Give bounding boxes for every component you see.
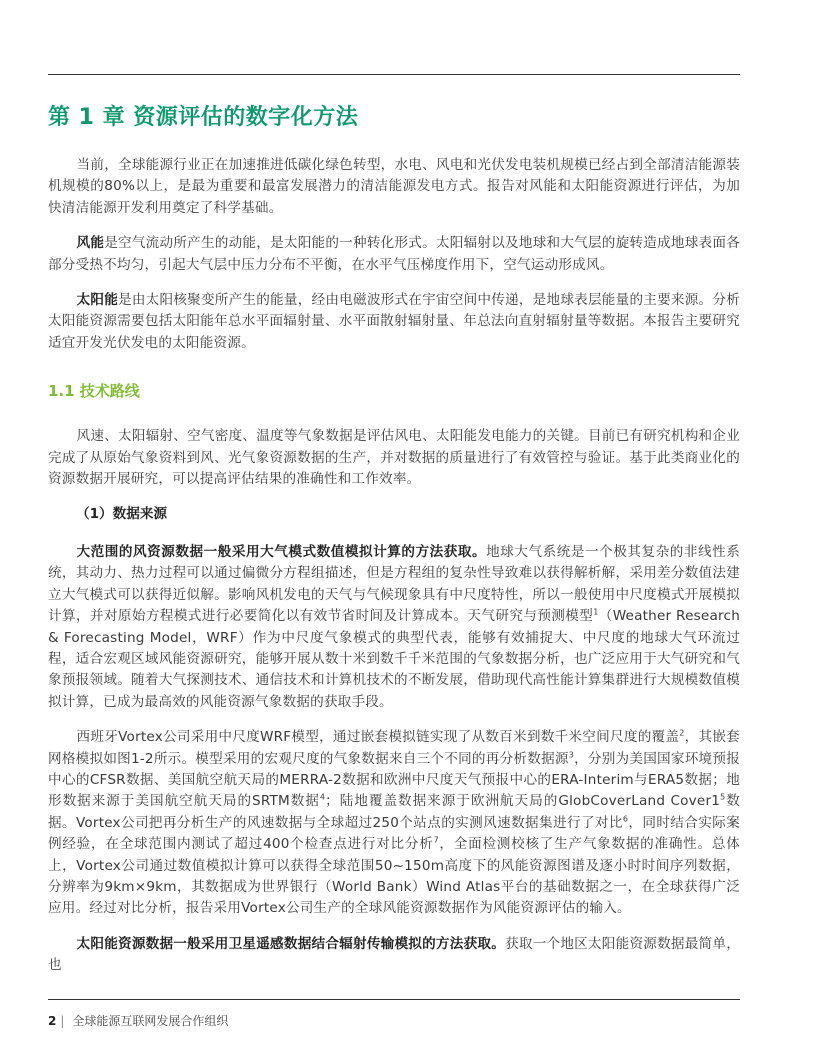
page-footer	[48, 1012, 740, 1030]
paragraph-wind-data	[48, 542, 740, 713]
footnote-ref[interactable]: 6	[622, 814, 629, 824]
term-solar-energy: 太阳能	[76, 292, 119, 309]
paragraph-text: 西班牙Vortex公司采用中尺度WRF模型，通过嵌套模拟链实现了从数百米到数千米空间尺度的覆盖	[76, 729, 680, 746]
key-sentence: 大范围的风资源数据一般采用大气模式数值模拟计算的方法获取。	[76, 543, 487, 560]
bottom-divider	[48, 999, 740, 1000]
paragraph-text: ，同时结合实际案例经验，在全球范围内测试了超过400个检查点进行对比分析	[48, 814, 740, 853]
footnote-ref[interactable]: 1	[593, 607, 599, 617]
paragraph-text: （Weather Research & Forecasting Model，WRF）作为中尺度气象模式的典型代表，能够有效捕捉大、中尺度的地球大气环流过程，适合宏观区域风能资源研究，能够开展从数十米到数千千米范围的气象数据分析，也广泛应用于大气研究和气象预报领域。随着大气探测技术、通信技术和计算机技术的不断发展，借助现代高性能计算集群进行大规模数值模拟计算，已成为最高效的风能资源气象数据的获取手段。	[48, 608, 741, 710]
paragraph-text: 地球大气系统是一个极其复杂的非线性系统，其动力、热力过程可以通过偏微分方程组描述，但是方程组的复杂性导致难以获得解析解，采用差分数值法建立大气模式可以获得近似解。影响风机发电的天气与气候现象具有中尺度特性，所以一般使用中尺度模式开展模拟计算，并对原始方程模式进行必要简化以有效节省时间及计算成本。天气研究与预测模型	[48, 543, 740, 625]
section-title: 1.1 技术路线	[48, 382, 140, 401]
paragraph-text: ，其嵌套网格模拟如图1-2所示。模型采用的宏观尺度的气象数据来自三个不同的再分析数据源	[48, 729, 740, 767]
subsection-title: （1）数据来源	[76, 506, 168, 523]
term-wind-energy: 风能	[76, 235, 105, 252]
paragraph-text: 获取一个地区太阳能资源数据最简单，也	[48, 935, 740, 974]
footnote-ref[interactable]: 5	[720, 792, 726, 802]
footnote-ref[interactable]: 2	[679, 728, 685, 738]
paragraph-text: 是由太阳核聚变所产生的能量，经由电磁波形式在宇宙空间中传递，是地球表层能量的主要来源。分析太阳能资源需要包括太阳能年总水平面辐射量、水平面散射辐射量、年总法向直射辐射量等数据。本报告主要研究适宜开发光伏发电的太阳能资源。	[48, 292, 740, 351]
paragraph-tech-route: 风速、太阳辐射、空气密度、温度等气象数据是评估风电、太阳能发电能力的关键。目前已有研究机构和企业完成了从原始气象资料到风、光气象资源数据的生产，并对数据的质量进行了有效管控与验证。基于此类商业化的资源数据开展研究，可以提高评估结果的准确性和工作效率。	[48, 428, 740, 488]
paragraph-solar-energy	[48, 290, 740, 354]
top-divider	[48, 74, 740, 75]
paragraph-solar-data	[48, 934, 740, 977]
footnote-ref[interactable]: 3	[568, 750, 575, 759]
footnote-ref[interactable]: 4	[319, 792, 326, 802]
paragraph-text: 数据。Vortex公司把再分析生产的风速数据与全球超过250个站点的实测风速数据集进行了对比	[48, 793, 740, 831]
paragraph-text: ，分别为美国国家环境预报中心的CFSR数据、美国航空航天局的MERRA-2数据和欧洲中尺度天气预报中心的ERA-Interim与ERA5数据；地形数据来源于美国航空航天局的SRTM数据	[48, 750, 740, 810]
key-sentence: 太阳能资源数据一般采用卫星遥感数据结合辐射传输模拟的方法获取。	[76, 935, 506, 952]
paragraph-text: ；陆地覆盖数据来源于欧洲航天局的GlobCoverLand Cover1	[325, 793, 721, 810]
paragraph-text: 是空气流动所产生的动能，是太阳能的一种转化形式。太阳辐射以及地球和大气层的旋转造成地球表面各部分受热不均匀，引起大气层中压力分布不平衡，在水平气压梯度作用下，空气运动形成风。	[48, 235, 740, 273]
paragraph-intro: 当前，全球能源行业正在加速推进低碳化绿色转型，水电、风电和光伏发电装机规模已经占到全部清洁能源装机规模的80%以上，是最为重要和最富发展潜力的清洁能源发电方式。报告对风能和太阳能资源进行评估，为加快清洁能源开发利用奠定了科学基础。	[48, 157, 740, 216]
paragraph-wind-energy	[48, 233, 740, 276]
chapter-title: 第 1 章 资源评估的数字化方法	[48, 105, 359, 130]
page-number: 2	[48, 1013, 57, 1028]
footnote-ref[interactable]: 7	[433, 835, 439, 845]
footer-organization: 全球能源互联网发展合作组织	[72, 1013, 229, 1028]
paragraph-text: ，全面检测校核了生产气象数据的准确性。总体上，Vortex公司通过数值模拟计算可以获得全球范围50~150m高度下的风能资源图谱及逐小时时间序列数据，分辨率为9km×9km，其数据成为世界银行（World Bank）Wind Atlas平台的基础数据之一，在全球获得广泛应用。经过对比分析，报告采用Vortex公司生产的全球风能资源数据作为风能资源评估的输入。	[48, 836, 740, 917]
footer-separator: |	[60, 1013, 65, 1028]
paragraph-vortex	[48, 727, 740, 920]
